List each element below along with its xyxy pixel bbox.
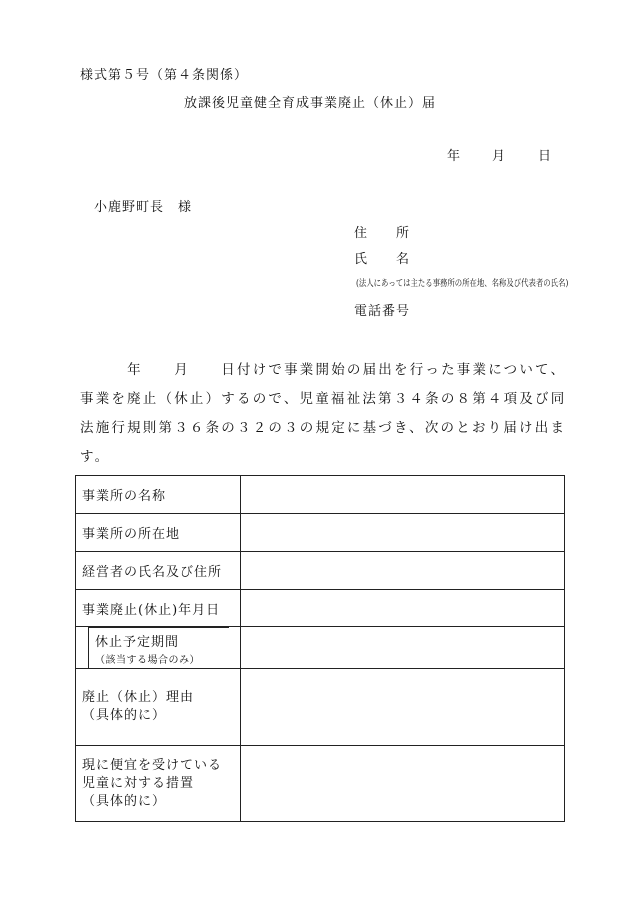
- addressee: 小鹿野町長 様: [94, 200, 193, 215]
- corporation-note: (法人にあっては主たる事務所の所在地、名称及び代表者の氏名): [356, 279, 569, 289]
- label-operator: 経営者の氏名及び住所: [76, 552, 241, 590]
- suspension-period-box: [88, 627, 229, 668]
- date-day: 日: [538, 149, 553, 164]
- label-abolition-date: 事業廃止(休止)年月日: [76, 590, 241, 627]
- field-office-location[interactable]: [241, 514, 565, 552]
- label-office-name: 事業所の名称: [76, 476, 241, 514]
- measures-line-2: 児童に対する措置: [82, 775, 195, 791]
- body-line-4: す。: [80, 449, 111, 465]
- label-suspension-period: 休止予定期間: [95, 635, 180, 650]
- suspension-period-note: （該当する場合のみ）: [95, 655, 200, 666]
- date-month: 月: [492, 149, 507, 164]
- notification-body: [80, 356, 567, 472]
- body-line-3: 法施行規則第３６条の３２の３の規定に基づき、次のとおり届け出ま: [80, 420, 567, 436]
- label-office-location: 事業所の所在地: [76, 514, 241, 552]
- reason-line-2: （具体的に）: [82, 708, 167, 723]
- form-title: 放課後児童健全育成事業廃止（休止）届: [184, 96, 437, 111]
- field-operator[interactable]: [241, 552, 565, 590]
- field-office-name[interactable]: [241, 476, 565, 514]
- phone-label: 電話番号: [354, 304, 411, 319]
- field-abolition-date[interactable]: [241, 590, 565, 627]
- reason-line-1: 廃止（休止）理由: [82, 690, 195, 705]
- label-suspension-period-cell: [76, 627, 241, 669]
- name-label: 氏 名: [354, 252, 411, 267]
- measures-line-1: 現に便宜を受けている: [82, 757, 223, 773]
- measures-line-3: （具体的に）: [82, 793, 167, 809]
- notification-table: [75, 475, 565, 822]
- field-reason[interactable]: [241, 669, 565, 746]
- date-year: 年: [447, 149, 462, 164]
- address-label: 住 所: [354, 226, 411, 241]
- label-measures: [76, 746, 241, 822]
- body-line-1: 年 月 日付けで事業開始の届出を行った事業について、: [80, 362, 567, 378]
- form-number: 様式第５号（第４条関係）: [80, 68, 249, 83]
- field-measures[interactable]: [241, 746, 565, 822]
- label-reason: [76, 669, 241, 746]
- field-suspension-period[interactable]: [241, 627, 565, 669]
- body-line-2: 事業を廃止（休止）するので、児童福祉法第３４条の８第４項及び同: [80, 391, 567, 407]
